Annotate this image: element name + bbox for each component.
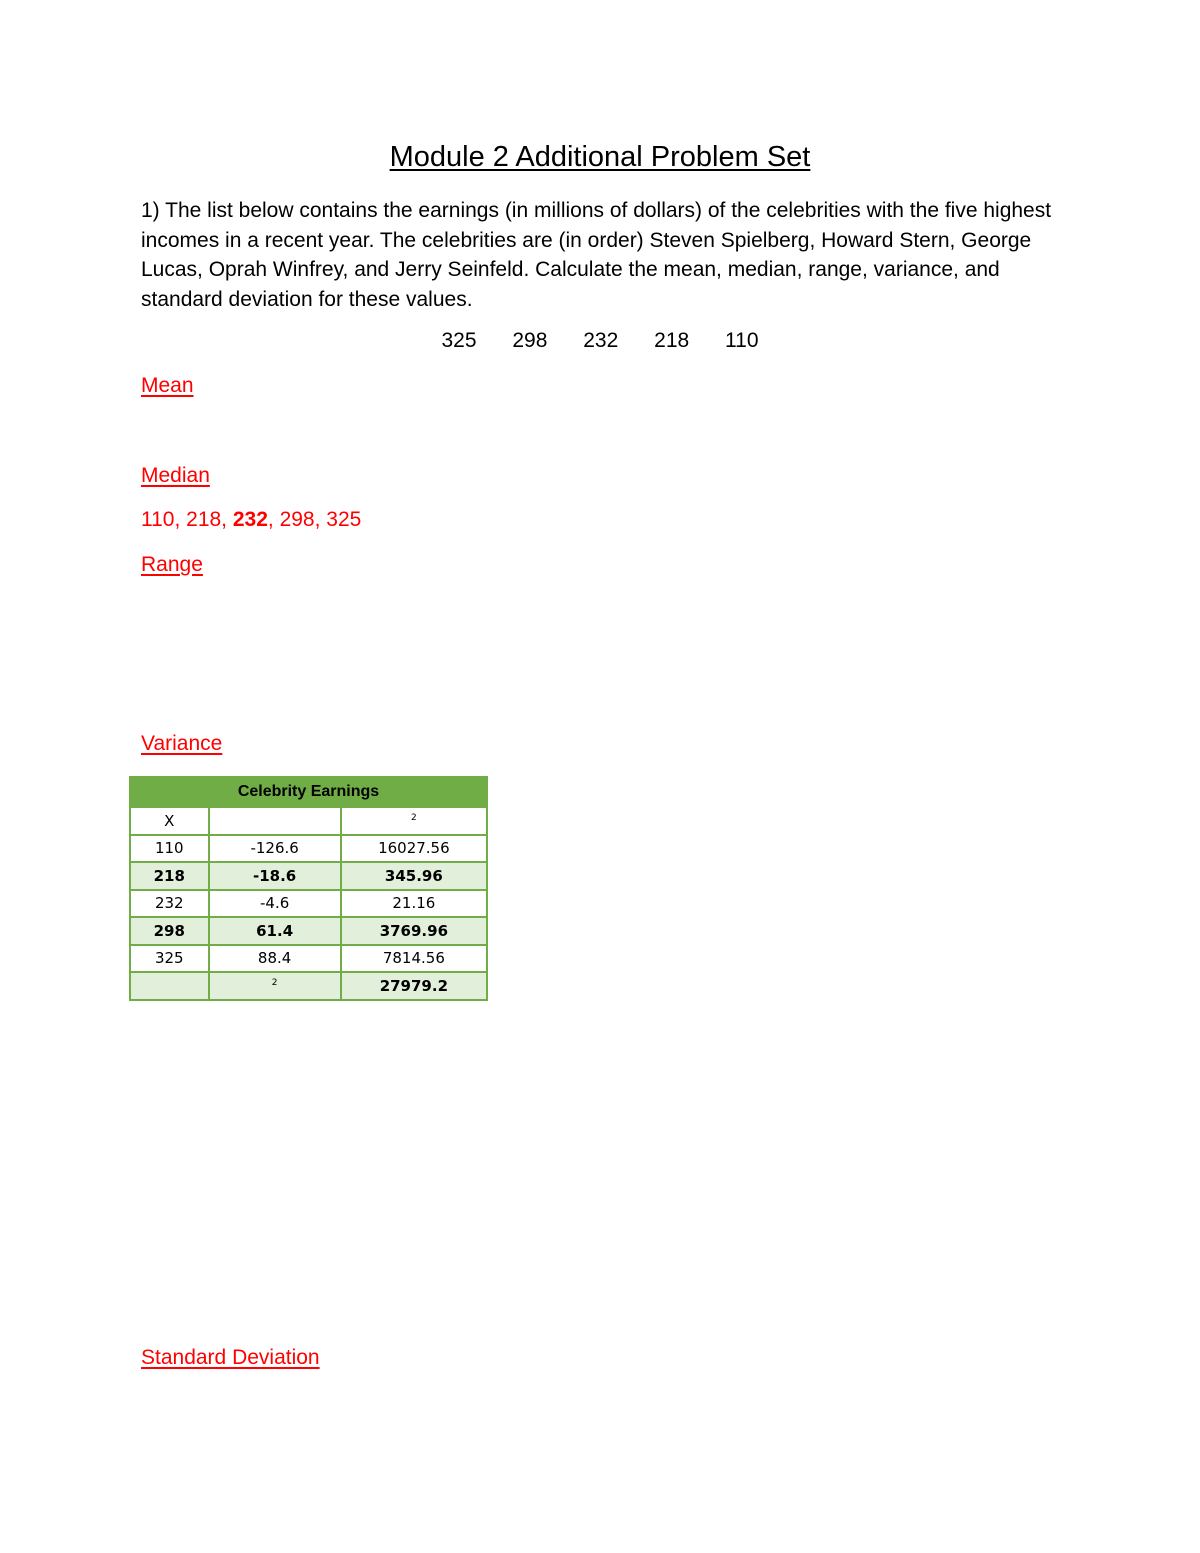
cell-deviation: 88.4 [209, 945, 341, 973]
cell-deviation: 61.4 [209, 917, 341, 945]
value-item: 110 [725, 329, 759, 352]
cell-deviation: -4.6 [209, 890, 341, 918]
header-deviation [209, 807, 341, 835]
table-caption: Celebrity Earnings [130, 777, 487, 807]
range-heading: Range [141, 553, 203, 576]
table-row [130, 917, 487, 945]
cell-squared: 21.16 [341, 890, 487, 918]
cell-squared: 345.96 [341, 862, 487, 890]
cell-x: 325 [130, 945, 209, 973]
earnings-values [0, 329, 1200, 353]
table-total-row [130, 972, 487, 1000]
header-squared-sup: 2 [410, 812, 417, 823]
total-label [209, 972, 341, 1000]
value-item: 298 [512, 329, 548, 352]
cell-deviation: -126.6 [209, 835, 341, 863]
cell-deviation: -18.6 [209, 862, 341, 890]
header-squared [341, 807, 487, 835]
table-row [130, 835, 487, 863]
cell-x: 232 [130, 890, 209, 918]
cell-squared: 3769.96 [341, 917, 487, 945]
median-sorted-values [141, 508, 361, 532]
cell-squared: 16027.56 [341, 835, 487, 863]
median-heading: Median [141, 464, 210, 487]
cell-x: 218 [130, 862, 209, 890]
median-middle-value: 232 [232, 508, 268, 531]
cell-x: 298 [130, 917, 209, 945]
celebrity-earnings-table [129, 776, 488, 1001]
table-row [130, 945, 487, 973]
page-title: Module 2 Additional Problem Set [389, 141, 811, 173]
header-x: X [130, 807, 209, 835]
table-row [130, 890, 487, 918]
mean-heading: Mean [141, 374, 194, 397]
value-item: 325 [441, 329, 477, 352]
median-sorted-part2: , 298, 325 [267, 508, 362, 531]
median-sorted-part1: 110, 218, [141, 508, 233, 531]
table-row [130, 862, 487, 890]
value-item: 232 [583, 329, 619, 352]
table-header-row [130, 807, 487, 835]
cell-x: 110 [130, 835, 209, 863]
problem-statement: 1) The list below contains the earnings (in millions of dollars) of the celebrities with the five highest incomes in a recent year. The celebrities are (in order) Steven Spielberg, Howard Stern, George Lucas, Oprah Winfrey, and Jerry Seinfeld. Calculate the mean, median, range, variance, and standard deviation for these values. [141, 199, 1052, 311]
cell-squared: 7814.56 [341, 945, 487, 973]
total-x [130, 972, 209, 1000]
value-item: 218 [654, 329, 690, 352]
standard-deviation-heading: Standard Deviation [141, 1346, 320, 1369]
total-label-sup: 2 [271, 977, 278, 988]
total-sum: 27979.2 [341, 972, 487, 1000]
variance-heading: Variance [141, 732, 223, 755]
